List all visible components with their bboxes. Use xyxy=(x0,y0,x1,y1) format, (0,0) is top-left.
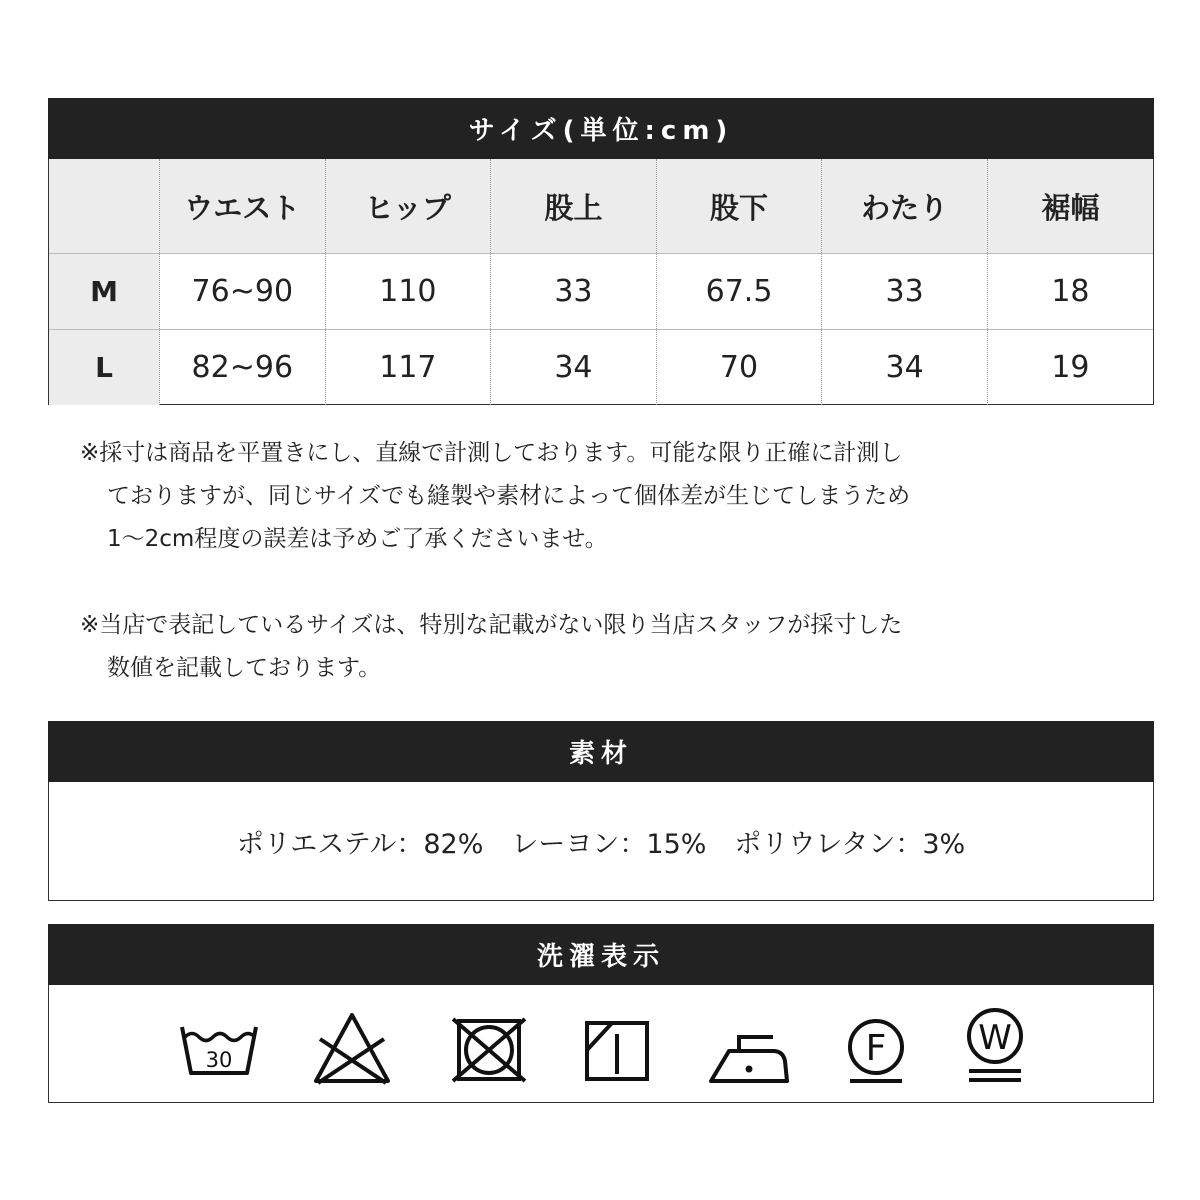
line-dry-shade-icon xyxy=(584,1020,650,1082)
dry-clean-f-icon xyxy=(844,1019,908,1085)
table-cell: 70 xyxy=(656,330,822,406)
table-cell: 110 xyxy=(325,254,491,330)
no-bleach-icon xyxy=(312,1011,392,1085)
table-corner-cell xyxy=(49,159,160,254)
iron-low-icon xyxy=(709,1025,789,1083)
column-header-hip: ヒップ xyxy=(325,159,491,254)
material-item: ポリウレタン：3% xyxy=(734,828,966,860)
wash-temp-label: 30 xyxy=(205,1048,233,1072)
table-cell: 117 xyxy=(325,330,491,406)
material-item: ポリエステル：82% xyxy=(236,828,484,860)
table-row xyxy=(49,330,1153,406)
table-row xyxy=(49,254,1153,330)
note-line: 数値を記載しております。 xyxy=(107,655,382,681)
note-line: ※当店で表記しているサイズは、特別な記載がない限り当店スタッフが採寸した xyxy=(80,612,903,638)
column-header-waist: ウエスト xyxy=(160,159,326,254)
material-item: レーヨン：15% xyxy=(511,828,707,860)
size-section-header xyxy=(48,98,1154,159)
column-header-rise: 股上 xyxy=(491,159,657,254)
wash-30-icon xyxy=(179,1025,259,1077)
material-box xyxy=(48,782,1154,901)
row-size-label: L xyxy=(49,330,160,406)
note-line: 1～2cm程度の誤差は予めご了承くださいませ。 xyxy=(107,526,608,552)
wet-clean-w-icon xyxy=(963,1007,1027,1085)
row-size-label: M xyxy=(49,254,160,330)
size-section-title: サイズ(単位:cm) xyxy=(468,116,734,146)
size-table xyxy=(48,159,1154,405)
dry-clean-letter: F xyxy=(865,1028,887,1069)
table-cell: 33 xyxy=(822,254,988,330)
column-header-hem: 裾幅 xyxy=(987,159,1153,254)
table-cell: 34 xyxy=(822,330,988,406)
no-tumble-dry-icon xyxy=(451,1017,527,1083)
table-header-row xyxy=(49,159,1153,254)
table-cell: 82~96 xyxy=(160,330,326,406)
material-section-header xyxy=(48,721,1154,782)
measurement-notes xyxy=(80,432,1060,690)
material-section-title: 素材 xyxy=(568,739,633,769)
table-cell: 19 xyxy=(987,330,1153,406)
care-section-header xyxy=(48,924,1154,985)
table-cell: 18 xyxy=(987,254,1153,330)
table-cell: 76~90 xyxy=(160,254,326,330)
wet-clean-letter: W xyxy=(978,1018,1012,1058)
column-header-thigh: わたり xyxy=(822,159,988,254)
note-line: ※採寸は商品を平置きにし、直線で計測しております。可能な限り正確に計測し xyxy=(80,440,903,466)
table-cell: 33 xyxy=(491,254,657,330)
material-composition xyxy=(49,782,1153,900)
column-header-inseam: 股下 xyxy=(656,159,822,254)
note-line: ておりますが、同じサイズでも縫製や素材によって個体差が生じてしまうため xyxy=(107,483,911,509)
table-cell: 34 xyxy=(491,330,657,406)
care-section-title: 洗濯表示 xyxy=(536,942,665,972)
care-icons-box xyxy=(48,985,1154,1103)
table-cell: 67.5 xyxy=(656,254,822,330)
